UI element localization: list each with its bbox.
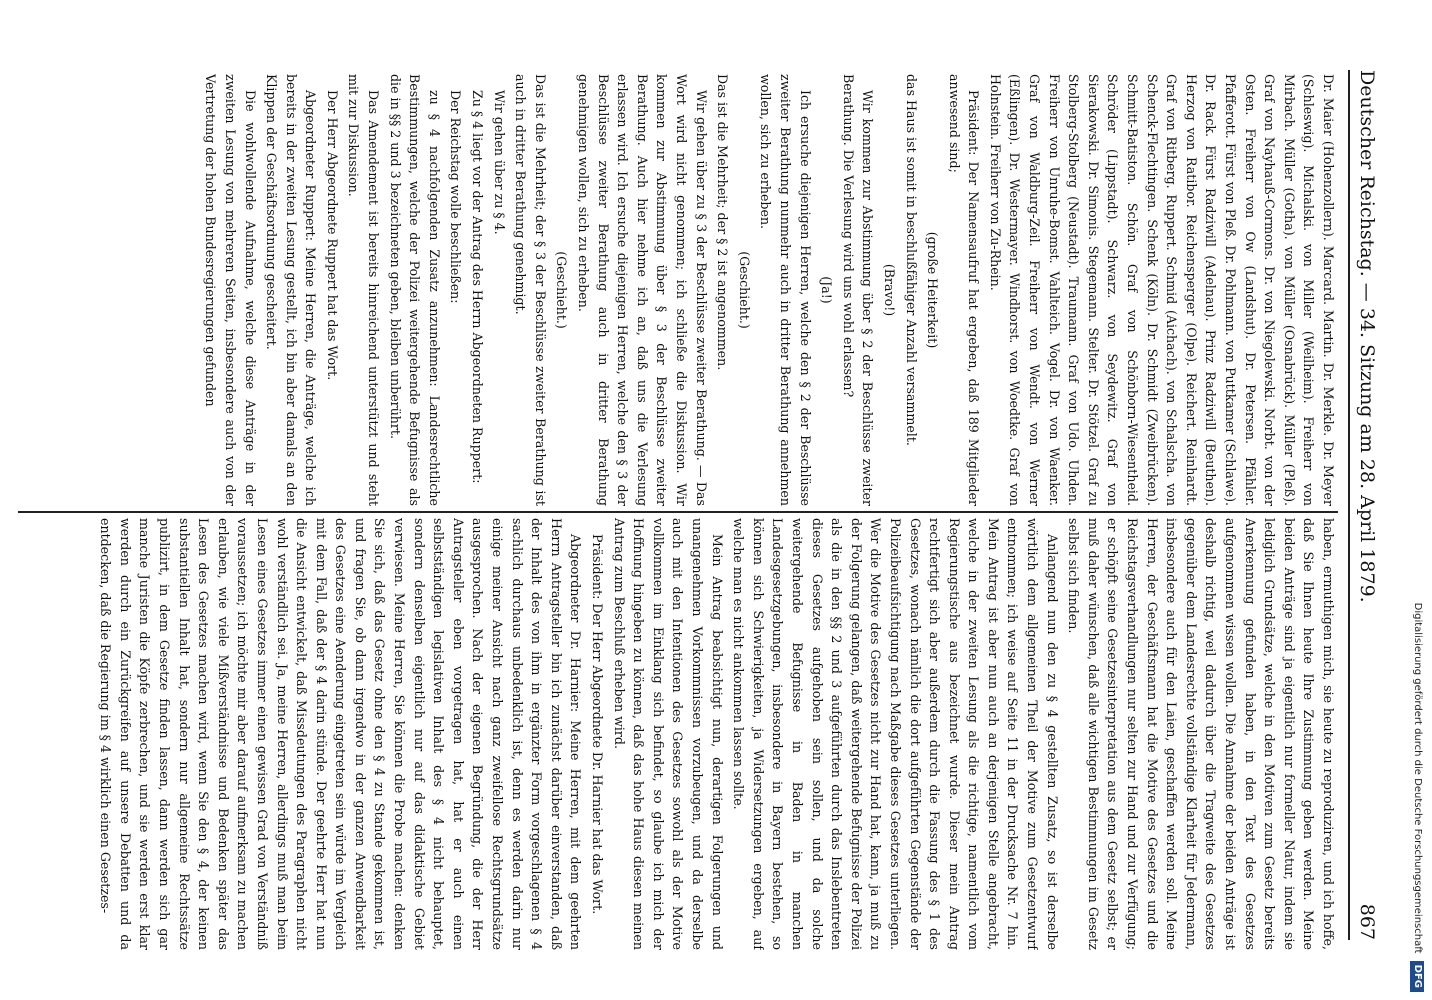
paragraph: Präsident: Der Namensaufruf hat ergeben, daß 189 Mitglieder anwesend sind; <box>946 74 982 506</box>
column-divider <box>18 511 1338 513</box>
paragraph: Präsident: Der Herr Abgeordnete Dr. Harnier hat das Wort. <box>590 534 606 915</box>
running-title: Deutscher Reichstag. — 34. Sitzung am 28. April 1879. <box>1356 70 1378 603</box>
paragraph: Der Herr Abgeordnete Ruppert hat das Wort. <box>324 90 340 381</box>
page-header <box>1352 70 1382 940</box>
paragraph: das Haus ist somit in beschlußfähiger Anzahl versammelt. <box>903 74 919 446</box>
paragraph: Wir gehen über zu § 3 der Beschlüsse zweiter Berathung. — Das Wort wird nicht genommen; ich schließe die Diskussion. Wir kommen zur Abstimmung über § 3 der Beschlüsse zweiter Berathung. Auch hier nehme ich an, daß uns die Verlesung erlassen wird. Ich ersuche diejenigen Herren, welche den § 3 der Beschlüsse zweiter Berathung auch in dritter Berathung genehmigen wollen, sich zu erheben. <box>576 74 709 506</box>
dfg-watermark <box>1404 0 1430 1000</box>
header-rule <box>1348 70 1350 940</box>
paragraph: Mein Antrag beabsichtigt nun, derartigen Folgerungen und unangenehmen Vorkommnissen vorzubeugen, und da derselbe auch mit den Intentionen des Gesetzes sowohl als der Motive vollkommen im Einklang sich befindet, so glaube ich mich der Hoffnung hingeben zu können, daß das hohe Haus diesen meinen Antrag zum Beschluß erheben wird. <box>611 518 725 950</box>
paragraph: Wir gehen über zu § 4. <box>491 90 507 235</box>
watermark-text: Digitalisierung gefördert durch die Deutsche Forschungsgemeinschaft <box>1412 602 1423 954</box>
paragraph: Anlangend nun den zu § 4 gestellten Zusatz, so ist derselbe wörtlich dem allgemeinen Theil der Motive zum Gesetzentwurf entnommen; ich weise auf Seite 11 in der Drucksache Nr. 7 hin. Mein Antrag ist aber nun auch an derjenigen Stelle angebracht, welche in der zweiten Lesung als die richtige, namentlich vom Regierungstische aus bezeichnet wurde. Dieser mein Antrag rechtfertigt sich aber außerdem durch die Fassung des § 1 des Gesetzes, wonach nämlich die dort aufgeführten Gegenstände der Polizeibeaufsichtigung nach Maßgabe dieses Gesetzes unterliegen. Wer die Motive des Gesetzes nicht zur Hand hat, kann, ja muß zu der Folgerung gelangen, daß weitergehende Befugnisse der Polizei als die in den §§ 2 und 3 aufgeführten durch das Inslebentreten dieses Gesetzes aufgehoben sein sollen, und da solche weitergehende Befugnisse in Baden in manchen Landesgesetzgebungen, insbesondere in Bayern bestehen, so können sich Schwierigkeiten, ja Widersetzungen ergeben, auf welche man es nicht ankommen lassen sollte. <box>731 518 1060 950</box>
paragraph: Zu § 4 liegt vor der Antrag des Herrn Abgeordneten Ruppert: <box>470 90 486 484</box>
paragraph: Der Reichstag wolle beschließen: <box>448 90 464 304</box>
paragraph: Das ist die Mehrheit; der § 3 der Beschlüsse zweiter Berathung ist auch in dritter Berathung genehmigt. <box>513 74 548 506</box>
paragraph: (große Heiterkeit) <box>925 231 941 349</box>
paragraph: (Geschieht.) <box>736 251 752 329</box>
paragraph: Ich ersuche diejenigen Herren, welche den § 2 der Beschlüsse zweiter Berathung nunmehr auch in dritter Berathung annehmen wollen, sich zu erheben. <box>758 74 813 506</box>
paragraph: Abgeordneter Dr. Harnier: Meine Herren, mit dem geehrten Herrn Antragsteller bin ich zunächst darüber einverstanden, daß der Inhalt des von ihm in ergänzter Form vorgeschlagenen § 4 sachlich durchaus unbedenklich ist, denn es werden darin nur einige meiner Ansicht nach ganz zweifellose Rechtsgrundsätze ausgesprochen. Nach der eigenen Begründung, die der Herr Antragsteller eben vorgetragen hat, hat er auch einen selbstständigen legislativen Inhalt des § 4 nicht behauptet, sondern denselben eigentlich nur auf das didaktische Gebiet verwiesen. Meine Herren, Sie können die Probe machen: denken Sie sich, daß das Gesetz ohne den § 4 zu Stande gekommen ist, und fragen Sie, ob dann irgendwo in der ganzen Anwendbarkeit des Gesetzes eine Aenderung eingetreten sein würde im Vergleich mit dem Fall, daß der § 4 darin stünde. Der geehrte Herr hat nun die Ansicht entwickelt, daß Missdeutungen des Paragraphen nicht wohl verständlich sei. Ja, meine Herren, allerdings muß man beim Lesen eines Gesetzes immer einen gewissen Grad von Verständniß voraussetzen; ich möchte mir aber darauf aufmerksam zu machen erlauben, wie viele Mißverständnisse und Bedenken später das Lesen des Gesetzes machen wird, wenn Sie den § 4, der keinen substantiellen Inhalt hat, sondern nur allgemeine Rechtssätze publizirt, in dem Gesetze finden lassen, dann werden sich gar manche Juristen die Köpfe zerbrechen, und sie werden erst klar werden durch ein Zurückgreifen auf unsere Debatten und da entdecken, daß die Regierung im § 4 wirklich einen Gesetzes- <box>98 518 584 950</box>
paragraph: (Geschieht.) <box>554 251 570 329</box>
right-text-column <box>18 518 1338 950</box>
paragraph: Dr. Maier (Hohenzollern). Marcard. Martin. Dr. Merkle. Dr. Meyer (Schleswig). Michalski. von Miller (Weilheim). Freiherr von Mirbach. Müller (Gotha). von Müller (Osnabrück). Müller (Pleß). Graf von Nayhauß-Cormons. Dr. von Niegolewski. Norbt. von der Osten. Freiherr von Ow (Landshut). Dr. Petersen. Pfähler. Pfafferott. Fürst von Pleß. Dr. Pohlmann. von Puttkamer (Schlawe). Dr. Rack. Fürst Radziwill (Adelnau). Prinz Radziwill (Beuthen). Herzog von Ratibor. Reichensperger (Olpe). Reichert. Reinhardt. Graf von Ritberg. Ruppert. Schmid (Aichach). von Schalscha. von Schenck-Flechtingen. Schenk (Köln). Dr. Schmidt (Zweibrücken). Schmitt-Batiston. Schön. Graf von Schönborn-Wiesentheid. Schröder (Lippstadt). Schwarz. von Seydewitz. Graf von Sierakowski. Dr. Simonis. Stegemann. Stelter. Dr. Stötzel. Graf zu Stolberg-Stolberg (Neustadt). Traumann. Graf von Udo. Uhden. Freiherr von Unruhe-Bomst. Vahlteich. Vogel. Dr. von Waenker. Graf von Waldburg-Zeil. Freiherr von Wendt. von Werner (Eßlingen). Dr. Westermayer. Windhorst. von Woedtke. Graf von Holnstein. Freiherr von Zu-Rhein. <box>987 74 1336 506</box>
paragraph: Die wohlwollende Aufnahme, welche diese Anträge in der zweiten Lesung von mehreren Seiten, insbesondere auch von der Vertretung der hohen Bundesregierungen gefunden <box>203 74 258 506</box>
left-text-column <box>18 74 1338 506</box>
paragraph: haben, ermuthigen mich, sie heute zu reproduziren, und ich hoffe, daß Sie Ihnen heute Ihre Zustimmung geben werden. Meine beiden Anträge sind ja eigentlich nur formeller Natur, indem sie lediglich Grundsätze, welche in den Motiven zum Gesetz bereits Anerkennung gefunden haben, in den Text des Gesetzes aufgenommen wissen wollen. Die Annahme der beiden Anträge ist deshalb richtig, weil dadurch über die Tragweite des Gesetzes gegenüber dem Landesrechte vollständige Klarheit für Jedermann, insbesondere auch für den Laien, geschaffen werden soll. Meine Herren, der Geschäftsmann hat die Motive des Gesetzes und die Reichstagsverhandlungen nur selten zur Hand und zur Verfügung; er schöpft seine Gesetzesinterpretation aus dem Gesetz selbst; er muß daher wünschen, daß alle wichtigen Bestimmungen im Gesetz selbst sich finden. <box>1066 518 1336 950</box>
paragraph: Wir kommen zur Abstimmung über § 2 der Beschlüsse zweiter Berathung. Die Verlesung wird uns wohl erlassen? <box>840 74 876 506</box>
paragraph: (Ja!) <box>819 276 835 304</box>
dfg-logo: DFG <box>1410 961 1424 992</box>
paragraph: Das Amendement ist bereits hinreichend unterstützt und steht mit zur Diskussion. <box>346 74 382 506</box>
paragraph: Abgeordneter Ruppert: Meine Herren, die Anträge, welche ich bereits in der zweiten Lesung gestellt, ich bin aber damals an den Klippen der Geschäftsordnung gescheitert. <box>264 74 319 506</box>
page-number: 867 <box>1356 903 1378 940</box>
paragraph: Das ist die Mehrheit; der § 2 ist angenommen. <box>715 74 731 371</box>
paragraph: (Bravo!) <box>881 263 897 317</box>
paragraph: zu § 4 nachfolgenden Zusatz anzunehmen: Landesrechtliche Bestimmungen, welche der Polizei weitergehende Befugnisse als die in §§ 2 und 3 bezeichneten geben, bleiben unberührt. <box>387 74 442 506</box>
